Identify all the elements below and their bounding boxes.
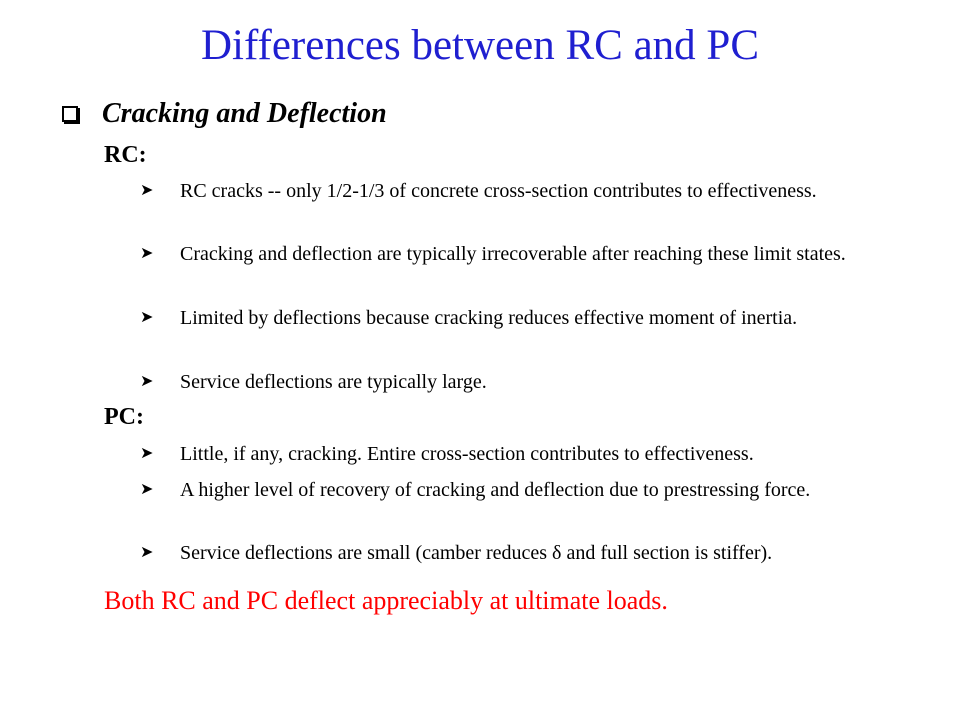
bullet-text: A higher level of recovery of cracking and deflection due to prestressing force. [180,479,811,501]
bullet-text: Cracking and deflection are typically irrecoverable after reaching these limit states. [180,243,846,265]
arrow-bullet-icon: ➤ [140,445,154,462]
bullet-text: Limited by deflections because cracking reduces effective moment of inertia. [180,307,798,329]
arrow-bullet-icon: ➤ [140,309,154,326]
section-heading [62,94,387,134]
bullet-text: RC cracks -- only 1/2-1/3 of concrete cross-section contributes to effectiveness. [180,180,817,202]
section-title: Cracking and Deflection [102,98,387,129]
bullet-text: Little, if any, cracking. Entire cross-section contributes to effectiveness. [180,443,754,465]
arrow-bullet-icon: ➤ [140,373,154,390]
checkbox-icon [62,106,78,122]
slide-title: Differences between RC and PC [200,22,760,69]
arrow-bullet-icon: ➤ [140,245,154,262]
bullet-text: Service deflections are small (camber reduces δ and full section is stiffer). [180,542,773,564]
rc-label: RC: [104,142,147,168]
bullet-text: Service deflections are typically large. [180,371,487,393]
arrow-bullet-icon: ➤ [140,544,154,561]
pc-label: PC: [104,404,144,430]
arrow-bullet-icon: ➤ [140,182,154,199]
conclusion-text: Both RC and PC deflect appreciably at ultimate loads. [104,586,668,615]
arrow-bullet-icon: ➤ [140,481,154,498]
